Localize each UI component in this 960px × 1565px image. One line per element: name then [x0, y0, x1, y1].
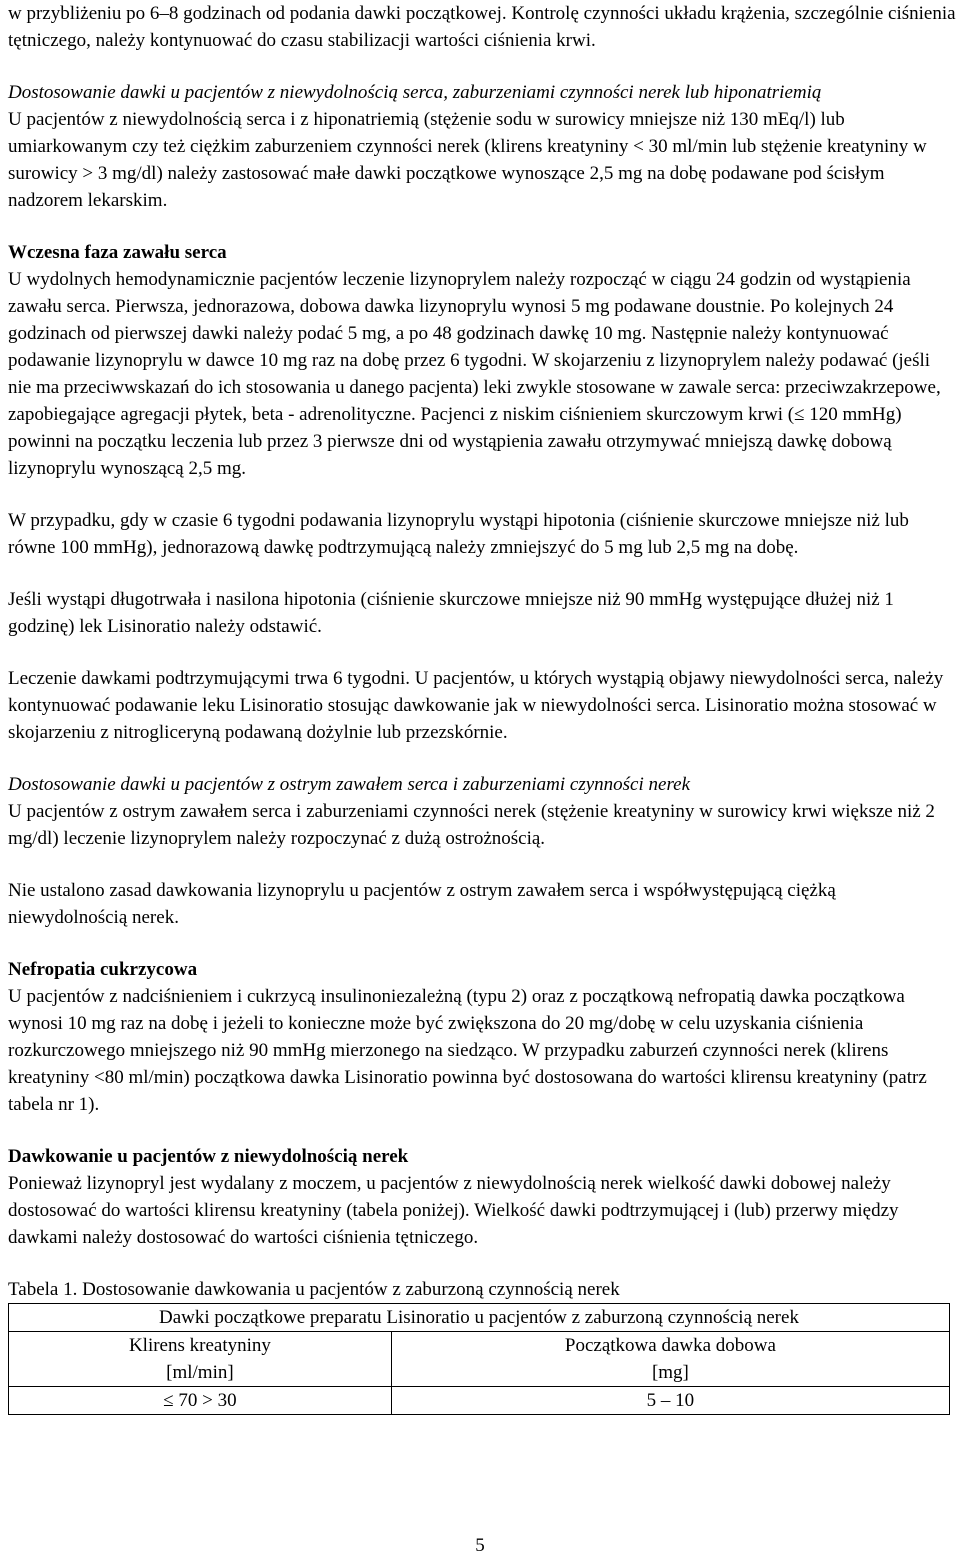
header-line: [mg]: [651, 1362, 689, 1383]
header-line: [ml/min]: [166, 1362, 234, 1383]
table-header-row: [9, 1332, 950, 1387]
section-heading-early-mi: Wczesna faza zawału serca: [8, 242, 227, 263]
table-caption: Tabela 1. Dostosowanie dawkowania u pacjentów z zaburzoną czynnością nerek: [8, 1279, 620, 1300]
page-number: 5: [475, 1535, 485, 1556]
header-line: Początkowa dawka dobowa: [564, 1335, 776, 1356]
paragraph: w przybliżeniu po 6–8 godzinach od podania dawki początkowej. Kontrolę czynności układu krążenia, szczególnie ciśnienia tętniczego, należy kontynuować do czasu stabilizacji wartości ciśnienia krwi.: [8, 3, 956, 51]
section-heading-acute-mi-renal: Dostosowanie dawki u pacjentów z ostrym zawałem serca i zaburzeniami czynności nerek: [8, 774, 690, 795]
dosing-table: [8, 1303, 950, 1415]
paragraph: Nie ustalono zasad dawkowania lizynoprylu u pacjentów z ostrym zawałem serca i współwystępującą ciężką niewydolnością nerek.: [8, 880, 836, 928]
table-cell: ≤ 70 > 30: [9, 1387, 392, 1415]
document-page: [8, 0, 958, 1415]
table-title-row: [9, 1304, 950, 1332]
table-header-dose: [391, 1332, 949, 1387]
paragraph: Ponieważ lizynopryl jest wydalany z moczem, u pacjentów z niewydolnością nerek wielkość dawki dobowej należy dostosować do wartości klirensu kreatyniny (tabela poniżej). Wielkość dawki podtrzymującej i (lub) przerwy między dawkami należy dostosować do wartości ciśnienia tętniczego.: [8, 1173, 899, 1248]
section-heading-dose-adjustment: Dostosowanie dawki u pacjentów z niewydolnością serca, zaburzeniami czynności nerek lub hiponatriemią: [8, 82, 822, 103]
paragraph: W przypadku, gdy w czasie 6 tygodni podawania lizynoprylu wystąpi hipotonia (ciśnienie skurczowe mniejsze niż lub równe 100 mmHg), jednorazową dawkę podtrzymującą należy zmniejszyć do 5 mg lub 2,5 mg na dobę.: [8, 510, 909, 558]
paragraph: U pacjentów z nadciśnieniem i cukrzycą insulinoniezależną (typu 2) oraz z początkową nefropatią dawka początkowa wynosi 10 mg raz na dobę i jeżeli to konieczne może być zwiększona do 20 mg/dobę w celu uzyskania ciśnienia rozkurczowego mniejszego niż 90 mmHg mierzonego na siedząco. W przypadku zaburzeń czynności nerek (klirens kreatyniny <80 ml/min) początkowa dawka Lisinoratio powinna być dostosowana do wartości klirensu kreatyniny (patrz tabela nr 1).: [8, 986, 927, 1115]
table-row: [9, 1387, 950, 1415]
paragraph: Jeśli wystąpi długotrwała i nasilona hipotonia (ciśnienie skurczowe mniejsze niż 90 mmHg występujące dłużej niż 1 godzinę) lek Lisinoratio należy odstawić.: [8, 589, 894, 637]
paragraph: Leczenie dawkami podtrzymującymi trwa 6 tygodni. U pacjentów, u których wystąpią objawy niewydolności serca, należy kontynuować podawanie leku Lisinoratio stosując dawkowanie jak w niewydolności serca. Lisinoratio można stosować w skojarzeniu z nitrogliceryną podawaną dożylnie lub przezskórnie.: [8, 668, 944, 743]
paragraph: U wydolnych hemodynamicznie pacjentów leczenie lizynoprylem należy rozpocząć w ciągu 24 godzin od wystąpienia zawału serca. Pierwsza, jednorazowa, dobowa dawka lizynoprylu wynosi 5 mg podawane doustnie. Po kolejnych 24 godzinach od pierwszej dawki należy podać 5 mg, a po 48 godzinach dawkę 10 mg. Następnie należy kontynuować podawanie lizynoprylu w dawce 10 mg raz na dobę przez 6 tygodni. W skojarzeniu z lizynoprylem należy podawać (jeśli nie ma przeciwwskazań do ich stosowania u danego pacjenta) leki zwykle stosowane w zawale serca: przeciwzakrzepowe, zapobiegające agregacji płytek, beta - adrenolityczne. Pacjenci z niskim ciśnieniem skurczowym krwi (≤ 120 mmHg) powinni na początku leczenia lub przez 3 pierwsze dni od wystąpienia zawału otrzymywać mniejszą dawkę dobową lizynoprylu wynoszącą 2,5 mg.: [8, 269, 941, 479]
table-title: Dawki początkowe preparatu Lisinoratio u pacjentów z zaburzoną czynnością nerek: [9, 1304, 950, 1332]
table-cell: 5 – 10: [391, 1387, 949, 1415]
paragraph: U pacjentów z ostrym zawałem serca i zaburzeniami czynności nerek (stężenie kreatyniny w surowicy krwi większe niż 2 mg/dl) leczenie lizynoprylem należy rozpoczynać z dużą ostrożnością.: [8, 801, 935, 849]
section-heading-diabetic-nephropathy: Nefropatia cukrzycowa: [8, 959, 198, 980]
table-header-clearance: [9, 1332, 392, 1387]
section-heading-renal-dosing: Dawkowanie u pacjentów z niewydolnością nerek: [8, 1146, 409, 1167]
paragraph: U pacjentów z niewydolnością serca i z hiponatriemią (stężenie sodu w surowicy mniejsze niż 130 mEq/l) lub umiarkowanym czy też ciężkim zaburzeniem czynności nerek (klirens kreatyniny < 30 ml/min lub stężenie kreatyniny w surowicy > 3 mg/dl) należy zastosować małe dawki początkowe wynoszące 2,5 mg na dobę podawane pod ścisłym nadzorem lekarskim.: [8, 109, 927, 211]
header-line: Klirens kreatyniny: [128, 1335, 271, 1356]
